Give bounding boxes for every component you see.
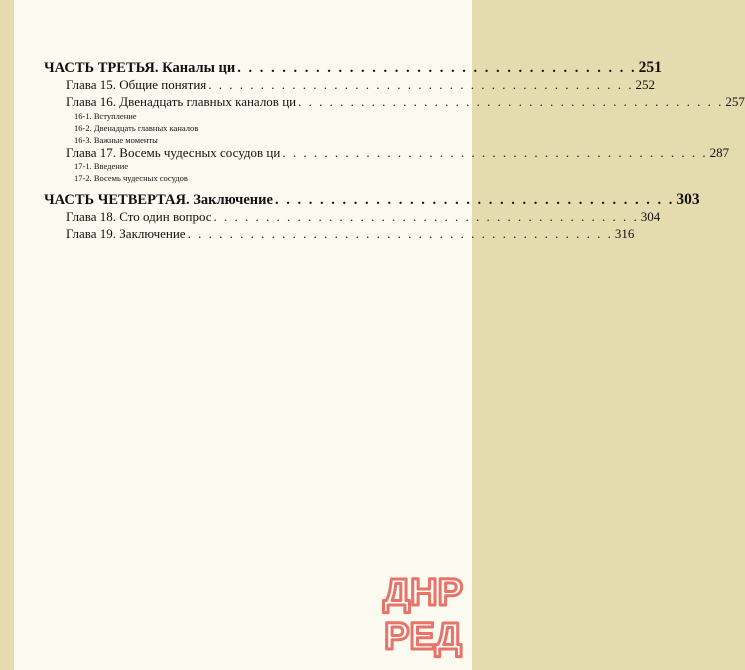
toc-chapter-19-page: 316: [614, 226, 635, 241]
toc-part-3-page: 251: [638, 59, 662, 76]
watermark-line-2: РЕД: [384, 616, 462, 658]
toc-part-4-title: ЧАСТЬ ЧЕТВЕРТАЯ. Заключение: [44, 192, 273, 208]
toc-chapter-15[interactable]: [66, 77, 656, 93]
toc-chapter-15-title: Глава 15. Общие понятия: [66, 77, 207, 92]
toc-subsection[interactable]: 17-2. Восемь чудесных сосудов: [74, 173, 188, 183]
dot-leader: . . . . . . . . . . . . . . . . . . . . . . . . . . . . . . . . . . . . . . . . .: [213, 209, 639, 224]
watermark-line-1: ДНР: [383, 572, 463, 614]
dot-leader: . . . . . . . . . . . . . . . . . . . . . . . . . . . . . . . . . . . .: [237, 60, 637, 76]
toc-chapter-16[interactable]: [66, 94, 745, 110]
dot-leader: . . . . . . . . . . . . . . . . . . . . . . . . . . . . . . . . . . . .: [274, 192, 675, 208]
toc-chapter-17-page: 287: [709, 145, 730, 160]
toc-chapter-16-title: Глава 16. Двенадцать главных каналов ци: [66, 94, 297, 109]
toc-part-4-page: 303: [676, 191, 700, 208]
toc-chapter-18-page: 304: [640, 209, 661, 224]
toc-chapter-15-page: 252: [635, 77, 656, 92]
toc-chapter-18-title: Глава 18. Сто один вопрос: [66, 209, 212, 224]
toc-chapter-19-title: Глава 19. Заключение: [66, 226, 186, 241]
dot-leader: . . . . . . . . . . . . . . . . . . . . . . . . . . . . . . . . . . . . . . . . .: [187, 226, 613, 241]
watermark-logo: [374, 567, 472, 657]
toc-chapter-17-title: Глава 17. Восемь чудесных сосудов ци: [66, 145, 281, 160]
toc-part-3-title: ЧАСТЬ ТРЕТЬЯ. Каналы ци: [44, 60, 236, 76]
dot-leader: . . . . . . . . . . . . . . . . . . . . . . . . . . . . . . . . . . . . . . . . .: [298, 94, 724, 109]
toc-chapter-16-page: 257: [725, 94, 745, 109]
toc-part-3[interactable]: [44, 59, 662, 77]
dot-leader: . . . . . . . . . . . . . . . . . . . . . . . . . . . . . . . . . . . . . . . . .: [208, 77, 634, 92]
toc-chapter-19[interactable]: [66, 226, 635, 242]
toc-subsection[interactable]: 16-1. Вступление: [74, 111, 137, 121]
toc-part-4[interactable]: [44, 191, 700, 209]
toc-chapter-17[interactable]: [66, 145, 730, 161]
toc-chapter-18[interactable]: [66, 209, 661, 225]
toc-subsection[interactable]: 16-3. Важные моменты: [74, 135, 158, 145]
toc-subsection[interactable]: 17-1. Введение: [74, 161, 129, 171]
dot-leader: . . . . . . . . . . . . . . . . . . . . . . . . . . . . . . . . . . . . . . . . .: [282, 145, 708, 160]
toc-subsection[interactable]: 16-2. Двенадцать главных каналов: [74, 123, 199, 133]
